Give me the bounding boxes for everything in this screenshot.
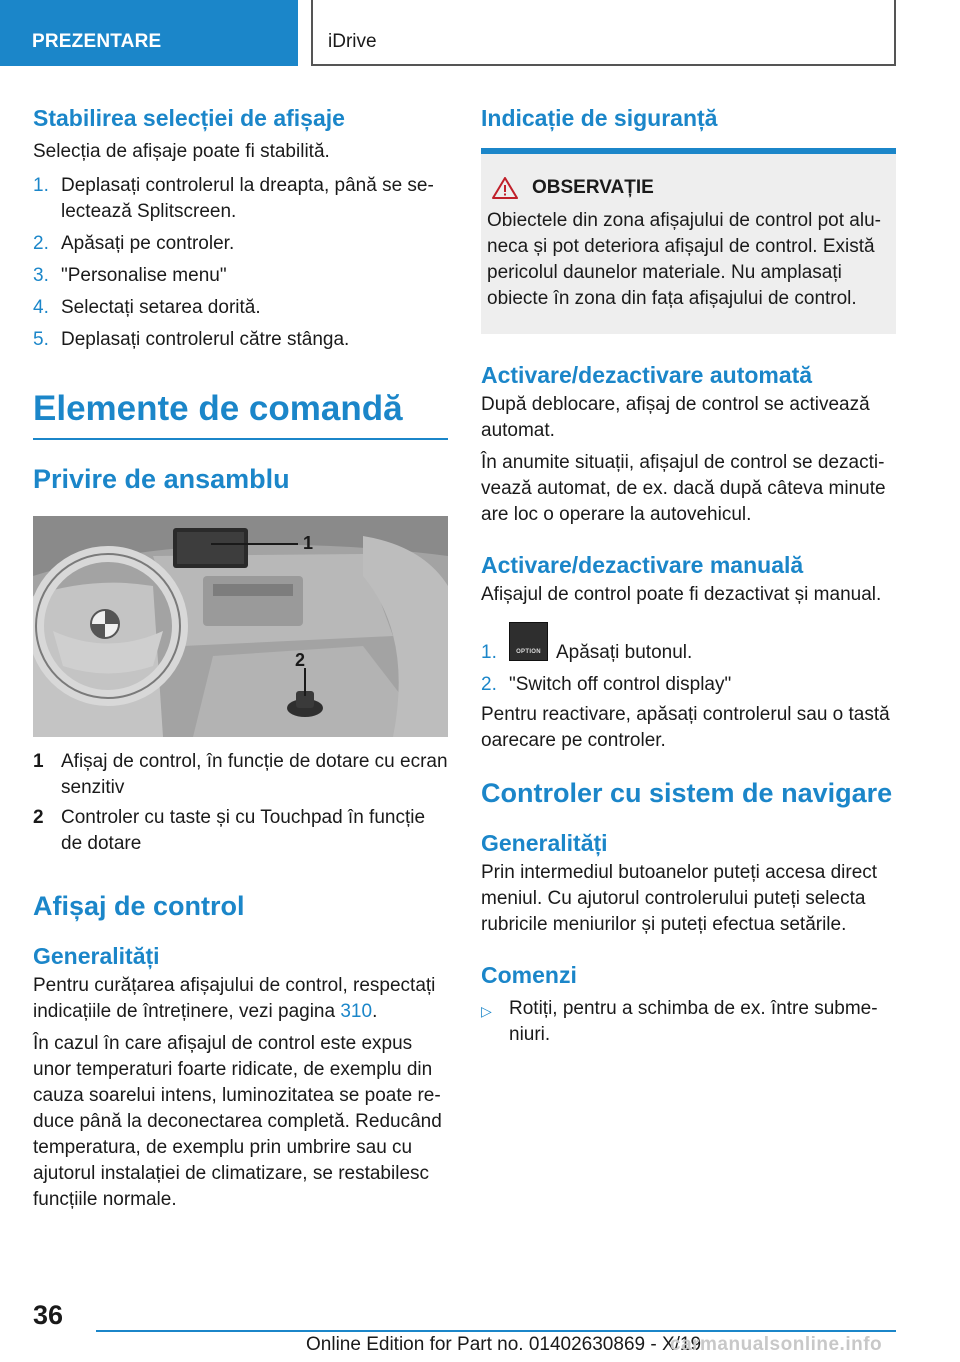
notice-title: OBSERVAȚIE	[532, 177, 654, 198]
gen-heading: Generalități	[481, 830, 608, 856]
list-item: 2 Controler cu taste și cu Touchpad în funcție de dotare	[33, 807, 426, 854]
gen-paragraph: Prin intermediul butoanelor puteți accesa direct meniul. Cu ajutorul controlerului puteți selecta rubricile meniurilor și puteți efectua setările.	[481, 862, 878, 935]
list-item: ▷ Rotiți, pentru a schimba de ex. între subme- niuri.	[481, 998, 878, 1045]
manual-paragraph: Afișajul de control poate fi dezactivat și manual.	[481, 584, 882, 605]
option-button-icon: OPTION	[509, 622, 548, 661]
notice-text: Obiectele din zona afișajului de control pot alu- neca și pot deteriora afișajul de control. Există pericolul daunelor materiale. Nu amplasați obiecte în zona din fața afișajului de control.	[487, 210, 881, 309]
selection-steps	[33, 173, 448, 353]
list-item: 2. "Switch off control display"	[481, 674, 732, 695]
right-column	[481, 100, 896, 1048]
page-number: 36	[33, 1300, 64, 1330]
list-item: 1 Afișaj de control, în funcție de dotare cu ecran senzitiv	[33, 751, 448, 798]
footer-rule	[96, 1330, 896, 1332]
triangle-bullet-icon: ▷	[481, 1003, 492, 1019]
list-item: 1. OPTION Apăsați butonul.	[481, 622, 896, 666]
page-link[interactable]: 310	[340, 1001, 373, 1022]
chapter-tab: iDrive	[311, 0, 896, 66]
manual-heading: Activare/dezactivare manuală	[481, 552, 804, 578]
left-column	[33, 100, 448, 1213]
list-item: 3. "Personalise menu"	[33, 265, 227, 286]
callout-1: 1	[303, 533, 314, 553]
warning-icon	[492, 177, 518, 199]
manual-paragraph-2: Pentru reactivare, apăsați controlerul sau o tastă oarecare pe controler.	[481, 704, 890, 751]
footer-edition: Online Edition for Part no. 01402630869 - X/19	[306, 1334, 702, 1355]
auto-heading: Activare/dezactivare automată	[481, 362, 813, 388]
overview-heading: Privire de ansamblu	[33, 464, 290, 494]
main-heading: Elemente de comandă	[33, 389, 403, 428]
selection-heading: Stabilirea selecției de afișaje	[33, 105, 345, 131]
list-item: 4. Selectați setarea dorită.	[33, 297, 261, 318]
list-item: 5. Deplasați controlerul către stânga.	[33, 329, 350, 350]
footer-watermark: carmanualsonline.info	[670, 1334, 883, 1355]
auto-paragraph-2: În anumite situații, afișajul de control se dezacti- vează automat, de ex. dacă după câteva minute are loc o operare la autovehicul.	[481, 452, 886, 525]
cmd-heading: Comenzi	[481, 962, 577, 988]
selection-intro: Selecția de afișaje poate fi stabilită.	[33, 141, 330, 162]
list-item: 2. Apăsați pe controler.	[33, 233, 235, 254]
callout-2: 2	[295, 650, 306, 670]
manual-steps	[481, 622, 896, 698]
section-tab: PREZENTARE	[0, 0, 298, 66]
list-item: 1. Deplasați controlerul la dreapta, până se se- lectează Splitscreen.	[33, 175, 434, 222]
general-heading: Generalități	[33, 943, 160, 969]
nav-heading: Controler cu sistem de navigare	[481, 778, 893, 808]
figure-legend	[33, 749, 448, 857]
cockpit-illustration	[33, 516, 448, 737]
general-paragraph-1: Pentru curățarea afișajului de control, respectați indicațiile de întreținere, vezi pagina 310.	[33, 975, 436, 1022]
general-paragraph-2: În cazul în care afișajul de control este expus unor temperaturi foarte ridicate, de exemplu din cauza soarelui intens, luminozitatea se poate re- duce până la deconectarea completă. Reducând temperatura, de exemplu prin umbrire sau cu ajutorul instalației de climatizare, se restabilesc funcțiile normale.	[33, 1033, 442, 1210]
auto-paragraph-1: După deblocare, afișaj de control se activează automat.	[481, 394, 870, 441]
cockpit-figure	[33, 516, 448, 737]
notice-header	[487, 176, 882, 200]
notice-box	[481, 148, 896, 334]
display-heading: Afișaj de control	[33, 891, 245, 921]
heading-rule	[33, 438, 448, 440]
safety-heading: Indicație de siguranță	[481, 105, 718, 131]
